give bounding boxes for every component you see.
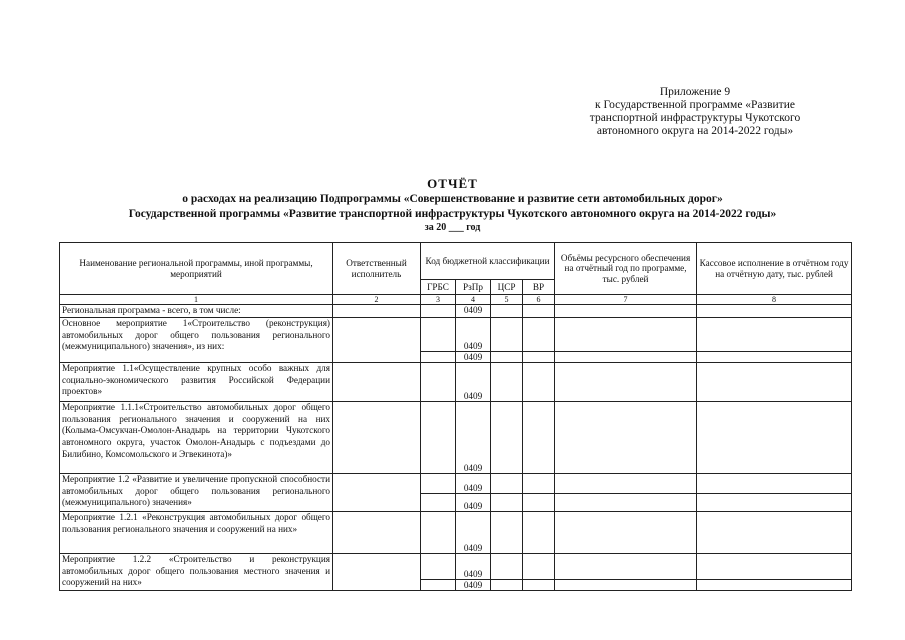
header-grbs: ГРБС	[421, 280, 456, 295]
header-name: Наименование региональной программы, иной программы, мероприятий	[60, 243, 333, 295]
appendix-line-4: автономного округа на 2014-2022 годы»	[596, 125, 794, 137]
header-executor: Ответственный исполнитель	[333, 243, 421, 295]
header-vr: ВР	[523, 280, 555, 295]
rzpr-code: 0409	[456, 351, 491, 362]
report-subtitle-1: о расходах на реализацию Подпрограммы «Совершенствование и развитие сети автомобильных дорог»	[182, 193, 723, 205]
rzpr-code: 0409	[456, 493, 491, 511]
row-name: Мероприятие 1.2.2 «Строительство и реконструкция автомобильных дорог общего пользования местного значения и сооружений на них»	[60, 553, 333, 590]
appendix-line-2: к Государственной программе «Развитие	[595, 99, 795, 111]
col-number: 4	[456, 295, 491, 305]
rzpr-code: 0409	[456, 473, 491, 493]
report-subtitle-2: Государственной программы «Развитие транспортной инфраструктуры Чукотского автономного округа на 2014-2022 годы»	[128, 208, 777, 220]
header-budget-code: Код бюджетной классификации	[421, 243, 555, 280]
col-number: 3	[421, 295, 456, 305]
column-numbers-row	[60, 295, 852, 305]
row-name: Основное мероприятие 1«Строительство (реконструкция) автомобильных дорог общего пользования регионального (межмуниципального) значения», из них:	[60, 317, 333, 362]
row-name: Мероприятие 1.2.1 «Реконструкция автомобильных дорог общего пользования регионального значения и сооружений на них»	[60, 511, 333, 553]
col-number: 5	[491, 295, 523, 305]
row-name: Мероприятие 1.1«Осуществление крупных особо важных для социально-экономического развития Российской Федерации проектов»	[60, 362, 333, 401]
col-number: 6	[523, 295, 555, 305]
appendix-line-3: транспортной инфраструктуры Чукотского	[589, 112, 801, 124]
table-row	[60, 305, 852, 318]
table-row	[60, 473, 852, 493]
row-name: Мероприятие 1.2 «Развитие и увеличение пропускной способности автомобильных дорог общего пользования регионального (межмуниципального) значения»	[60, 473, 333, 511]
rzpr-code: 0409	[456, 362, 491, 401]
col-number: 7	[555, 295, 697, 305]
table-row	[60, 511, 852, 553]
appendix-line-1: Приложение 9	[659, 86, 731, 98]
rzpr-code: 0409	[456, 511, 491, 553]
col-number: 8	[697, 295, 852, 305]
header-rzpr: РзПр	[456, 280, 491, 295]
header-csr: ЦСР	[491, 280, 523, 295]
col-number: 2	[333, 295, 421, 305]
rzpr-code: 0409	[456, 579, 491, 590]
row-name: Мероприятие 1.1.1«Строительство автомобильных дорог общего пользования регионального значения и сооружений на них (Колыма-Омсукчан-Омолон-Анадырь на территории Чукотского автономного округа, участок Омолон-Анадырь с подъездами до Билибино, Комсомольского и Эгвекинота)»	[60, 401, 333, 473]
rzpr-code: 0409	[456, 553, 491, 579]
header-cash: Кассовое исполнение в отчётном году на отчётную дату, тыс. рублей	[697, 243, 852, 295]
report-period: за 20 ___ год	[424, 222, 481, 233]
appendix-caption	[560, 86, 830, 138]
header-volumes: Объёмы ресурсного обеспечения на отчётный год по программе, тыс. рублей	[555, 243, 697, 295]
report-title: ОТЧЁТ	[427, 176, 478, 191]
table-row	[60, 553, 852, 579]
rzpr-code: 0409	[456, 401, 491, 473]
col-number: 1	[60, 295, 333, 305]
row-name: Региональная программа - всего, в том числе:	[60, 305, 333, 318]
table-row	[60, 317, 852, 351]
rzpr-code: 0409	[456, 317, 491, 351]
table-row	[60, 401, 852, 473]
rzpr-code: 0409	[456, 305, 491, 318]
report-table	[59, 242, 852, 591]
table-row	[60, 362, 852, 401]
